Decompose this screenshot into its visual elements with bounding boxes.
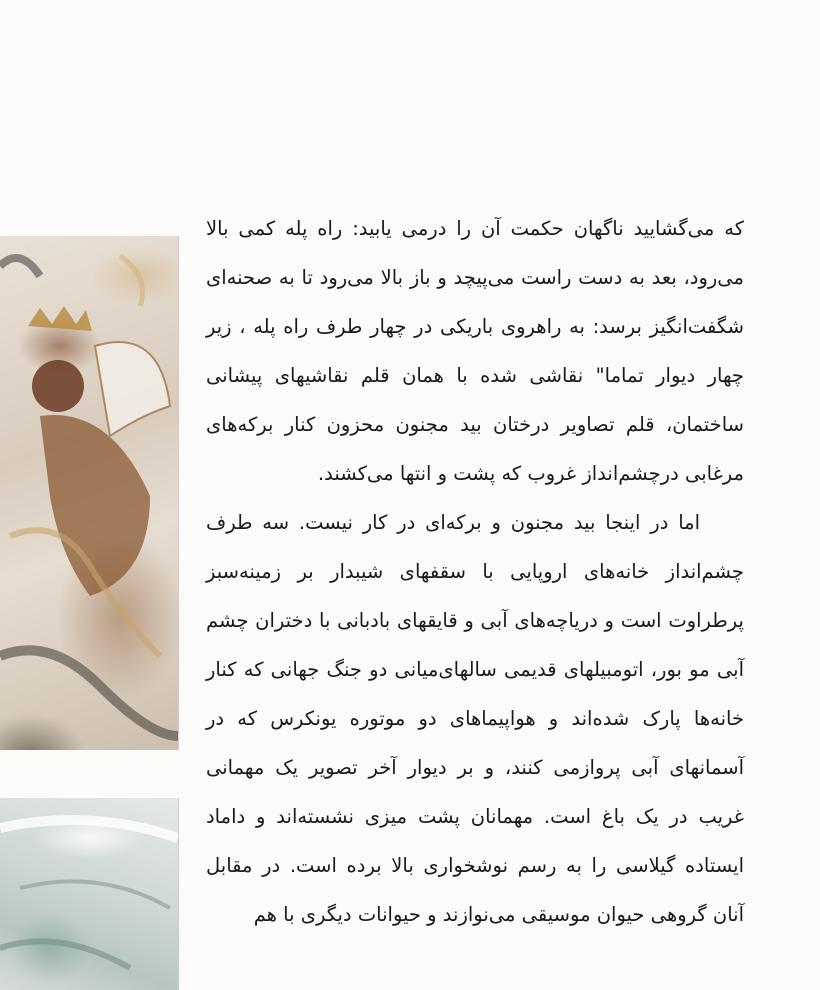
mural-illustration [0, 236, 178, 750]
mural-detail-illustration [0, 798, 178, 990]
paragraph-1: که می‌گشایید ناگهان حکمت آن را درمی یابید: راه پله کمی بالا می‌رود، بعد به دست راست می‌پیچد و باز بالا می‌رود تا به صحنه‌ای شگفت‌انگیز برسد: به راهروی باریکی در چهار طرف راه پله ، زیر چهار دیوار تماما" نقاشی شده با همان قلم نقاشیهای پیشانی ساختمان، قلم تصاویر درختان بید مجنون محزون کنار برکه‌های مرغابی درچشم‌انداز غروب که پشت و انتها می‌کشند. [206, 217, 744, 485]
body-text [206, 204, 744, 939]
mural-photo-detail [0, 798, 179, 990]
paragraph-2: اما در اینجا بید مجنون و برکه‌ای در کار نیست. سه طرف چشم‌انداز خانه‌های اروپایی با سقفهای شیبدار بر زمینه‌سبز پرطراوت است و دریاچه‌های آبی و قایقهای بادبانی با دختران چشم آبی مو بور، اتومبیلهای قدیمی سالهای‌میانی دو جنگ جهانی که کنار خانه‌ها پارک شده‌اند و هواپیماهای دو موتوره یونکرس که در آسمانهای آبی پروازمی کنند، و بر دیوار آخر تصویر یک مهمانی غریب در یک باغ است. مهمانان پشت میزی نشسته‌اند و داماد ایستاده گیلاسی را به رسم نوشخواری بالا برده است. در مقابل آنان گروهی حیوان موسیقی می‌نوازند و حیوانات دیگری با هم [206, 511, 744, 926]
mural-photo-angel [0, 236, 179, 750]
